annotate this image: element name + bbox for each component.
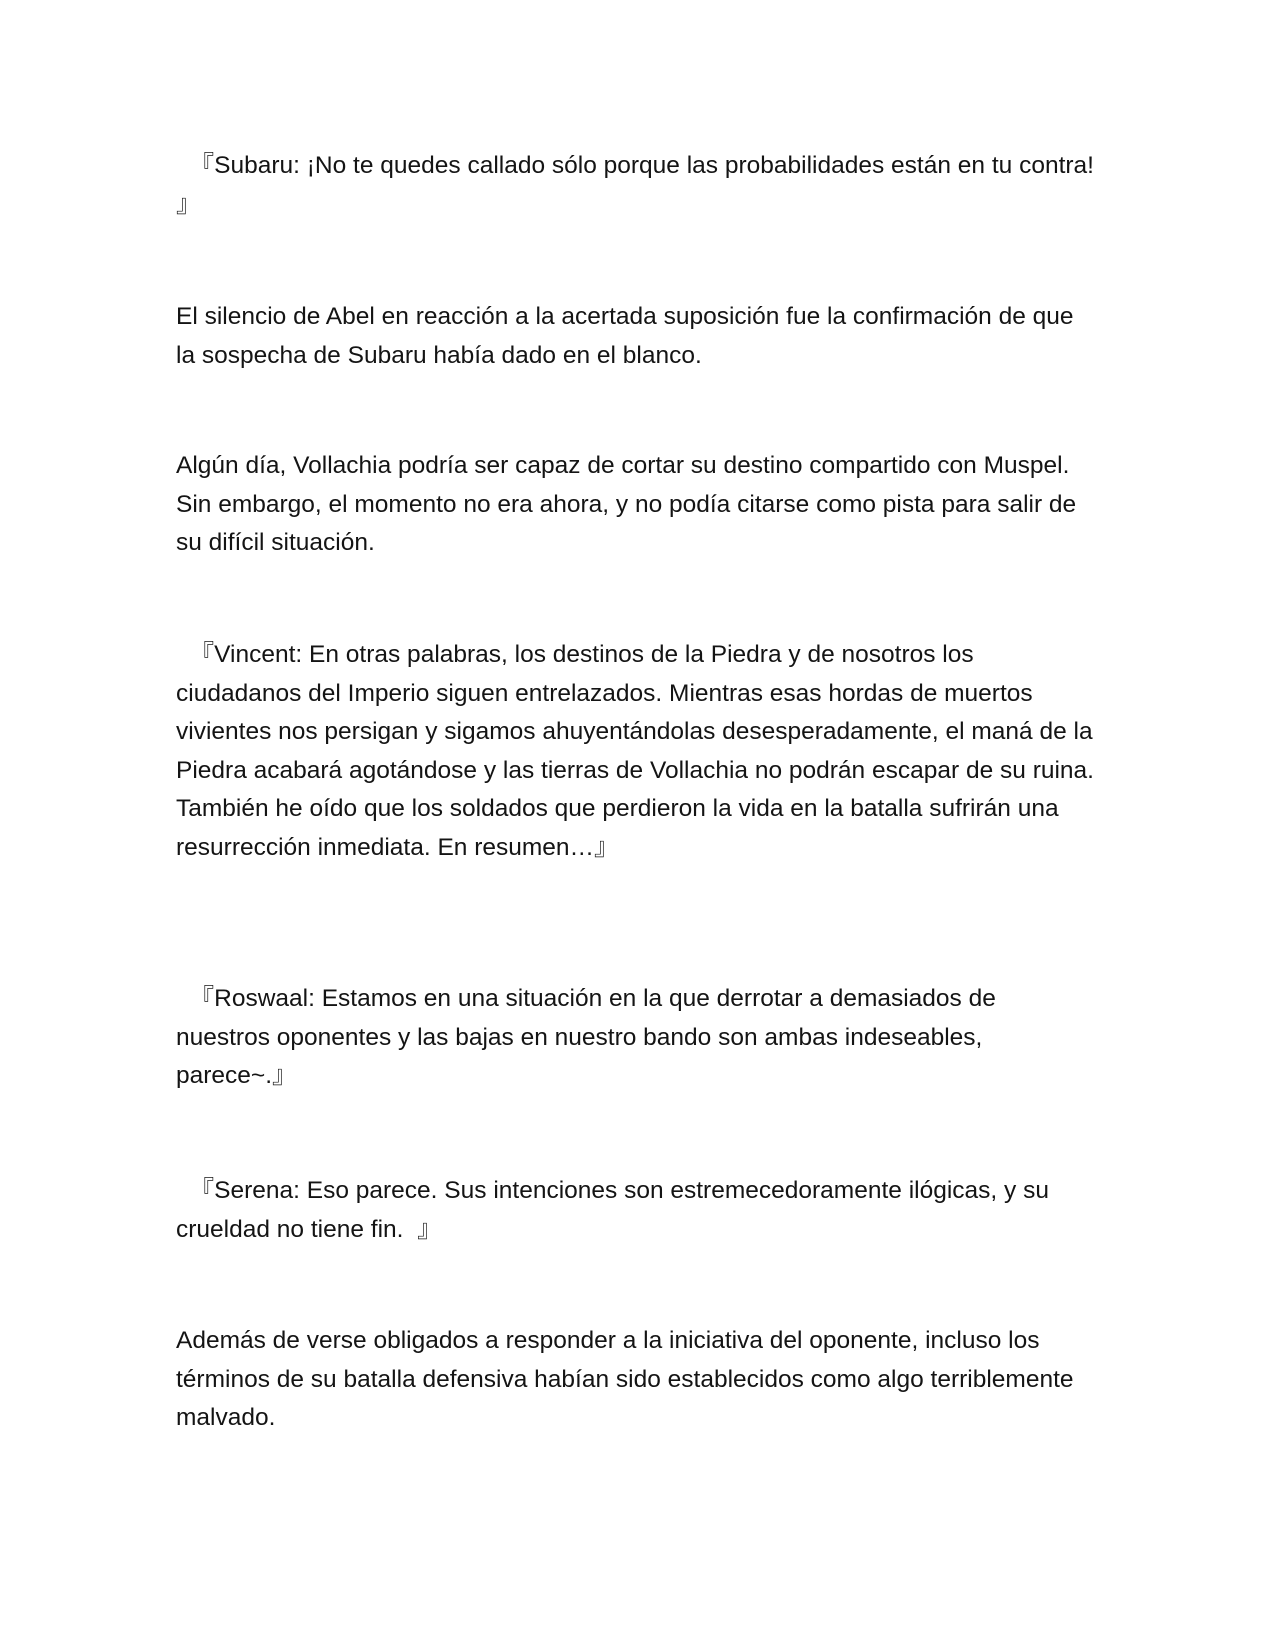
narration-vollachia-destiny: Algún día, Vollachia podría ser capaz de cortar su destino compartido con Muspel. Sin embargo, el momento no era ahora, y no podía citarse como pista para salir de su difícil situación. — [176, 452, 1083, 556]
dialogue-subaru: 『Subaru: ¡No te quedes callado sólo porque las probabilidades están en tu contra! 』 — [176, 152, 1108, 218]
dialogue-vincent: 『Vincent: En otras palabras, los destinos de la Piedra y de nosotros los ciudadanos del Imperio siguen entrelazados. Mientras esas hordas de muertos vivientes nos persigan y sigamos ahuyentándolas desesperadamente, el maná de la Piedra acabará agotándose y las tierras de Vollachia no podrán escapar de su ruina. También he oído que los soldados que perdieron la vida en la batalla sufrirán una resurrección inmediata. En resumen…』 — [176, 641, 1101, 861]
narration-abel-silence: El silencio de Abel en reacción a la acertada suposición fue la confirmación de que la sospecha de Subaru había dado en el blanco. — [176, 303, 1081, 369]
dialogue-serena: 『Serena: Eso parece. Sus intenciones son estremecedoramente ilógicas, y su crueldad no tiene fin. 』 — [176, 1177, 1056, 1243]
dialogue-roswaal: 『Roswaal: Estamos en una situación en la que derrotar a demasiados de nuestros oponentes y las bajas en nuestro bando son ambas indeseables, parece~.』 — [176, 985, 1003, 1089]
narration-defensive-battle: Además de verse obligados a responder a la iniciativa del oponente, incluso los términos de su batalla defensiva habían sido establecidos como algo terriblemente malvado. — [176, 1327, 1081, 1431]
